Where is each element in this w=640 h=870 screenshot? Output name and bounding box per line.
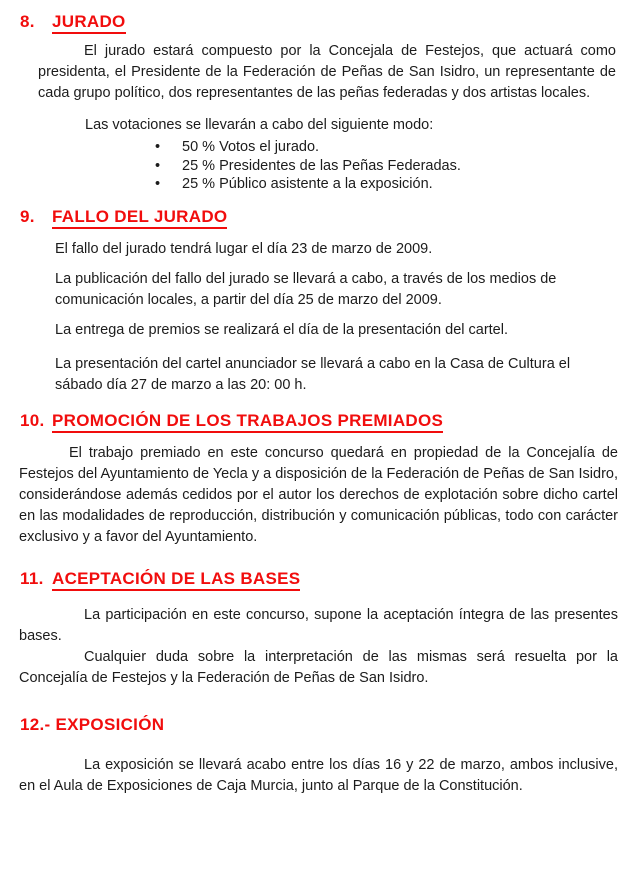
paragraph-jury-composition: El jurado estará compuesto por la Concejala de Festejos, que actuará como presidenta, el Presidente de la Federación de Peñas de San Isidro, un representante de cada grupo político, dos representantes de las peñas federadas y dos artistas locales.	[38, 43, 616, 101]
bullet-marker: •	[155, 176, 161, 192]
section-9-number: 9.	[20, 206, 35, 226]
section-11-heading	[0, 569, 640, 589]
section-11-title: ACEPTACIÓN DE LAS BASES	[52, 569, 300, 591]
paragraph-jury-verdict-date: El fallo del jurado tendrá lugar el día 23 de marzo de 2009.	[55, 240, 433, 257]
bullet-item	[155, 138, 640, 157]
bullet-item	[155, 157, 640, 176]
section-12-number: 12.-	[20, 714, 51, 734]
bullet-marker: •	[155, 157, 161, 174]
paragraph-interpretation: Cualquier duda sobre la interpretación de las mismas será resuelta por la Concejalía de Festejos y la Federación de Peñas de San Isidro.	[19, 648, 618, 686]
bullet-item	[155, 175, 640, 194]
bullet-marker: •	[155, 139, 161, 155]
paragraph-verdict-publication: La publicación del fallo del jurado se llevará a cabo, a través de los medios de comunicación locales, a partir del día 25 de marzo del 2009.	[55, 270, 557, 308]
voting-bullet-list	[155, 138, 640, 194]
section-10-heading	[0, 411, 640, 431]
section-11-number: 11.	[20, 568, 44, 588]
paragraph-poster-presentation: La presentación del cartel anunciador se llevará a cabo en la Casa de Cultura el sábado día 27 de marzo a las 20: 00 h.	[55, 355, 571, 393]
section-12-heading	[0, 715, 640, 735]
voting-list-intro: Las votaciones se llevarán a cabo del siguiente modo:	[85, 117, 434, 133]
section-9-heading	[0, 207, 640, 227]
bullet-text: 50 % Votos el jurado.	[182, 139, 320, 155]
paragraph-acceptance: La participación en este concurso, supone la aceptación íntegra de las presentes bases.	[19, 606, 618, 644]
paragraph-exhibition: La exposición se llevará acabo entre los días 16 y 22 de marzo, ambos inclusive, en el Aula de Exposiciones de Caja Murcia, junto al Parque de la Constitución.	[19, 756, 618, 794]
paragraph-winning-work-rights: El trabajo premiado en este concurso quedará en propiedad de la Concejalía de Festejos del Ayuntamiento de Yecla y a disposición de la Federación de Peñas de San Isidro, considerándose además cedidos por el autor los derechos de explotación sobre dicho cartel en las modalidades de reproducción, distribución y comunicación públicas, todo con carácter exclusivo y a favor del Ayuntamiento.	[19, 444, 618, 545]
bullet-text: 25 % Público asistente a la exposición.	[182, 176, 433, 192]
section-10-number: 10.	[20, 410, 45, 430]
section-8-heading	[0, 12, 640, 32]
section-12-title: EXPOSICIÓN	[55, 714, 165, 734]
section-9-title: FALLO DEL JURADO	[52, 207, 227, 229]
section-8-number: 8.	[20, 12, 35, 31]
section-8-title: JURADO	[52, 12, 126, 34]
section-10-title: PROMOCIÓN DE LOS TRABAJOS PREMIADOS	[52, 411, 443, 433]
paragraph-prize-ceremony: La entrega de premios se realizará el día de la presentación del cartel.	[55, 321, 508, 338]
bullet-text: 25 % Presidentes de las Peñas Federadas.	[182, 157, 461, 174]
